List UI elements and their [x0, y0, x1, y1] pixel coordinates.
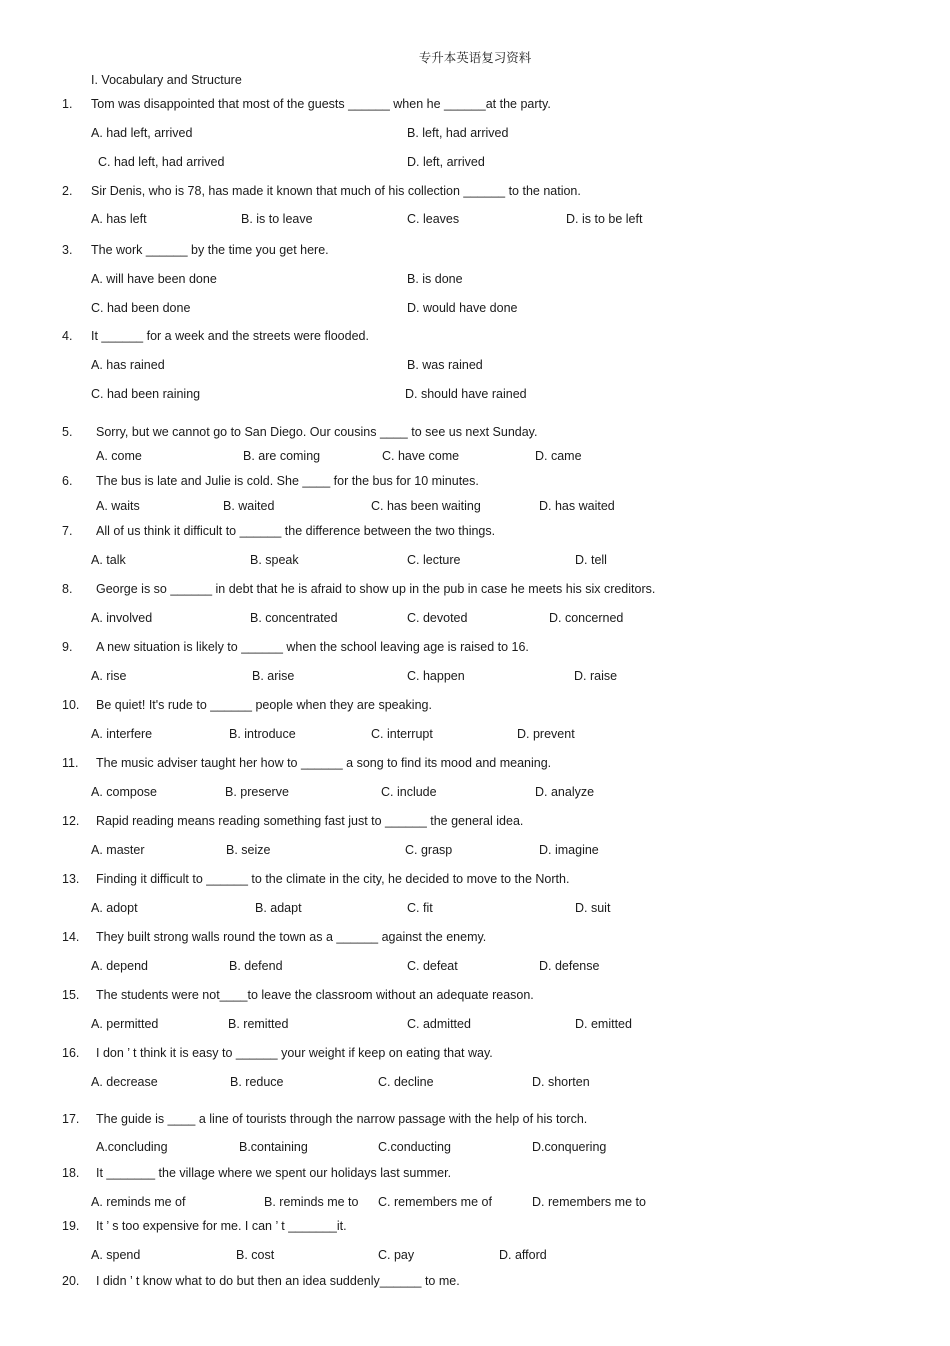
question-number: 16. [62, 1046, 80, 1060]
question-stem: I don ’ t think it is easy to ______ your weight if keep on eating that way. [96, 1046, 493, 1060]
answer-option: B. is to leave [241, 212, 313, 226]
answer-option: D. analyze [535, 785, 595, 799]
answer-option: C. remembers me of [378, 1195, 492, 1209]
answer-option: A. spend [91, 1248, 141, 1262]
answer-option: D. concerned [549, 611, 624, 625]
question-stem: The guide is ____ a line of tourists through the narrow passage with the help of his torch. [96, 1112, 588, 1126]
question-number: 17. [62, 1112, 80, 1126]
answer-option: D. suit [575, 901, 611, 915]
answer-option: A. decrease [91, 1075, 158, 1089]
question-stem: It _______ the village where we spent our holidays last summer. [96, 1166, 452, 1180]
question-stem: Tom was disappointed that most of the guests ______ when he ______at the party. [91, 97, 551, 111]
answer-option: D. remembers me to [532, 1195, 646, 1209]
answer-option: D. shorten [532, 1075, 590, 1089]
answer-option: C. defeat [407, 959, 458, 973]
question-number: 8. [62, 582, 73, 596]
answer-option: D. prevent [517, 727, 575, 741]
question-number: 11. [62, 756, 79, 770]
answer-option: A. interfere [91, 727, 153, 741]
answer-option: A. master [91, 843, 145, 857]
answer-option: B. seize [226, 843, 271, 857]
answer-option: C. had been raining [91, 387, 201, 401]
answer-option: D. afford [499, 1248, 547, 1262]
answer-option: A. had left, arrived [91, 126, 193, 140]
answer-option: C. include [381, 785, 437, 799]
answer-option: A.concluding [96, 1140, 168, 1154]
answer-option: B. preserve [225, 785, 289, 799]
question-stem: A new situation is likely to ______ when the school leaving age is raised to 16. [96, 640, 529, 654]
answer-option: C. happen [407, 669, 465, 683]
answer-option: D. defense [539, 959, 600, 973]
question-number: 12. [62, 814, 80, 828]
answer-option: A. waits [96, 499, 140, 513]
answer-option: A. will have been done [91, 272, 217, 286]
question-number: 6. [62, 474, 73, 488]
question-number: 3. [62, 243, 73, 257]
answer-option: B. introduce [229, 727, 296, 741]
question-stem: Finding it difficult to ______ to the climate in the city, he decided to move to the North. [96, 872, 570, 886]
question-number: 9. [62, 640, 73, 654]
answer-option: A. permitted [91, 1017, 159, 1031]
answer-option: B. waited [223, 499, 275, 513]
question-number: 15. [62, 988, 80, 1002]
section-heading: I. Vocabulary and Structure [91, 73, 242, 87]
answer-option: A. involved [91, 611, 153, 625]
answer-option: C. admitted [407, 1017, 471, 1031]
answer-option: C. have come [382, 449, 460, 463]
answer-option: A. come [96, 449, 142, 463]
question-stem: The bus is late and Julie is cold. She ____ for the bus for 10 minutes. [96, 474, 479, 488]
question-stem: Sorry, but we cannot go to San Diego. Our cousins ____ to see us next Sunday. [96, 425, 538, 439]
answer-option: B.containing [239, 1140, 308, 1154]
answer-option: C. has been waiting [371, 499, 481, 513]
answer-option: B. speak [250, 553, 299, 567]
question-number: 18. [62, 1166, 80, 1180]
question-stem: It ______ for a week and the streets were flooded. [91, 329, 369, 343]
answer-option: A. adopt [91, 901, 138, 915]
question-stem: The students were not____to leave the classroom without an adequate reason. [96, 988, 534, 1002]
answer-option: D. imagine [539, 843, 599, 857]
answer-option: C. lecture [407, 553, 461, 567]
answer-option: D. should have rained [405, 387, 527, 401]
question-stem: I didn ’ t know what to do but then an idea suddenly______ to me. [96, 1274, 460, 1288]
answer-option: C. had been done [91, 301, 191, 315]
question-number: 5. [62, 425, 73, 439]
answer-option: C.conducting [378, 1140, 451, 1154]
question-stem: The work ______ by the time you get here. [91, 243, 329, 257]
question-stem: George is so ______ in debt that he is afraid to show up in the pub in case he meets his six creditors. [96, 582, 656, 596]
answer-option: D. tell [575, 553, 607, 567]
answer-option: B. was rained [407, 358, 483, 372]
question-stem: Sir Denis, who is 78, has made it known that much of his collection ______ to the nation. [91, 184, 581, 198]
answer-option: B. arise [252, 669, 295, 683]
answer-option: B. remitted [228, 1017, 289, 1031]
answer-option: B. concentrated [250, 611, 338, 625]
answer-option: A. depend [91, 959, 148, 973]
question-number: 13. [62, 872, 80, 886]
question-number: 14. [62, 930, 80, 944]
answer-option: A. reminds me of [91, 1195, 186, 1209]
answer-option: C. interrupt [371, 727, 433, 741]
answer-option: C. devoted [407, 611, 468, 625]
question-number: 10. [62, 698, 80, 712]
answer-option: B. cost [236, 1248, 275, 1262]
answer-option: A. has rained [91, 358, 165, 372]
answer-option: D. emitted [575, 1017, 632, 1031]
answer-option: B. reduce [230, 1075, 284, 1089]
answer-option: C. fit [407, 901, 433, 915]
answer-option: C. decline [378, 1075, 434, 1089]
answer-option: B. are coming [243, 449, 321, 463]
answer-option: A. rise [91, 669, 127, 683]
answer-option: D.conquering [532, 1140, 607, 1154]
answer-option: B. defend [229, 959, 283, 973]
answer-option: A. compose [91, 785, 158, 799]
question-number: 4. [62, 329, 73, 343]
question-number: 1. [62, 97, 73, 111]
answer-option: D. left, arrived [407, 155, 485, 169]
answer-option: B. is done [407, 272, 463, 286]
question-stem: It ’ s too expensive for me. I can ’ t _______it. [96, 1219, 347, 1233]
answer-option: D. would have done [407, 301, 518, 315]
question-number: 2. [62, 184, 73, 198]
answer-option: D. came [535, 449, 582, 463]
answer-option: D. raise [574, 669, 618, 683]
answer-option: A. has left [91, 212, 147, 226]
answer-option: B. adapt [255, 901, 302, 915]
answer-option: C. leaves [407, 212, 460, 226]
answer-option: C. pay [378, 1248, 415, 1262]
answer-option: C. grasp [405, 843, 453, 857]
question-stem: Rapid reading means reading something fast just to ______ the general idea. [96, 814, 524, 828]
answer-option: C. had left, had arrived [98, 155, 225, 169]
question-number: 19. [62, 1219, 80, 1233]
question-stem: They built strong walls round the town as a ______ against the enemy. [96, 930, 487, 944]
page-title: 专升本英语复习资料 [418, 50, 532, 65]
question-stem: All of us think it difficult to ______ the difference between the two things. [96, 524, 496, 538]
question-number: 7. [62, 524, 73, 538]
question-stem: The music adviser taught her how to ______ a song to find its mood and meaning. [96, 756, 552, 770]
answer-option: B. left, had arrived [407, 126, 509, 140]
answer-option: D. has waited [539, 499, 615, 513]
answer-option: A. talk [91, 553, 126, 567]
answer-option: B. reminds me to [264, 1195, 359, 1209]
question-stem: Be quiet! It's rude to ______ people when they are speaking. [96, 698, 432, 712]
answer-option: D. is to be left [566, 212, 643, 226]
question-number: 20. [62, 1274, 80, 1288]
